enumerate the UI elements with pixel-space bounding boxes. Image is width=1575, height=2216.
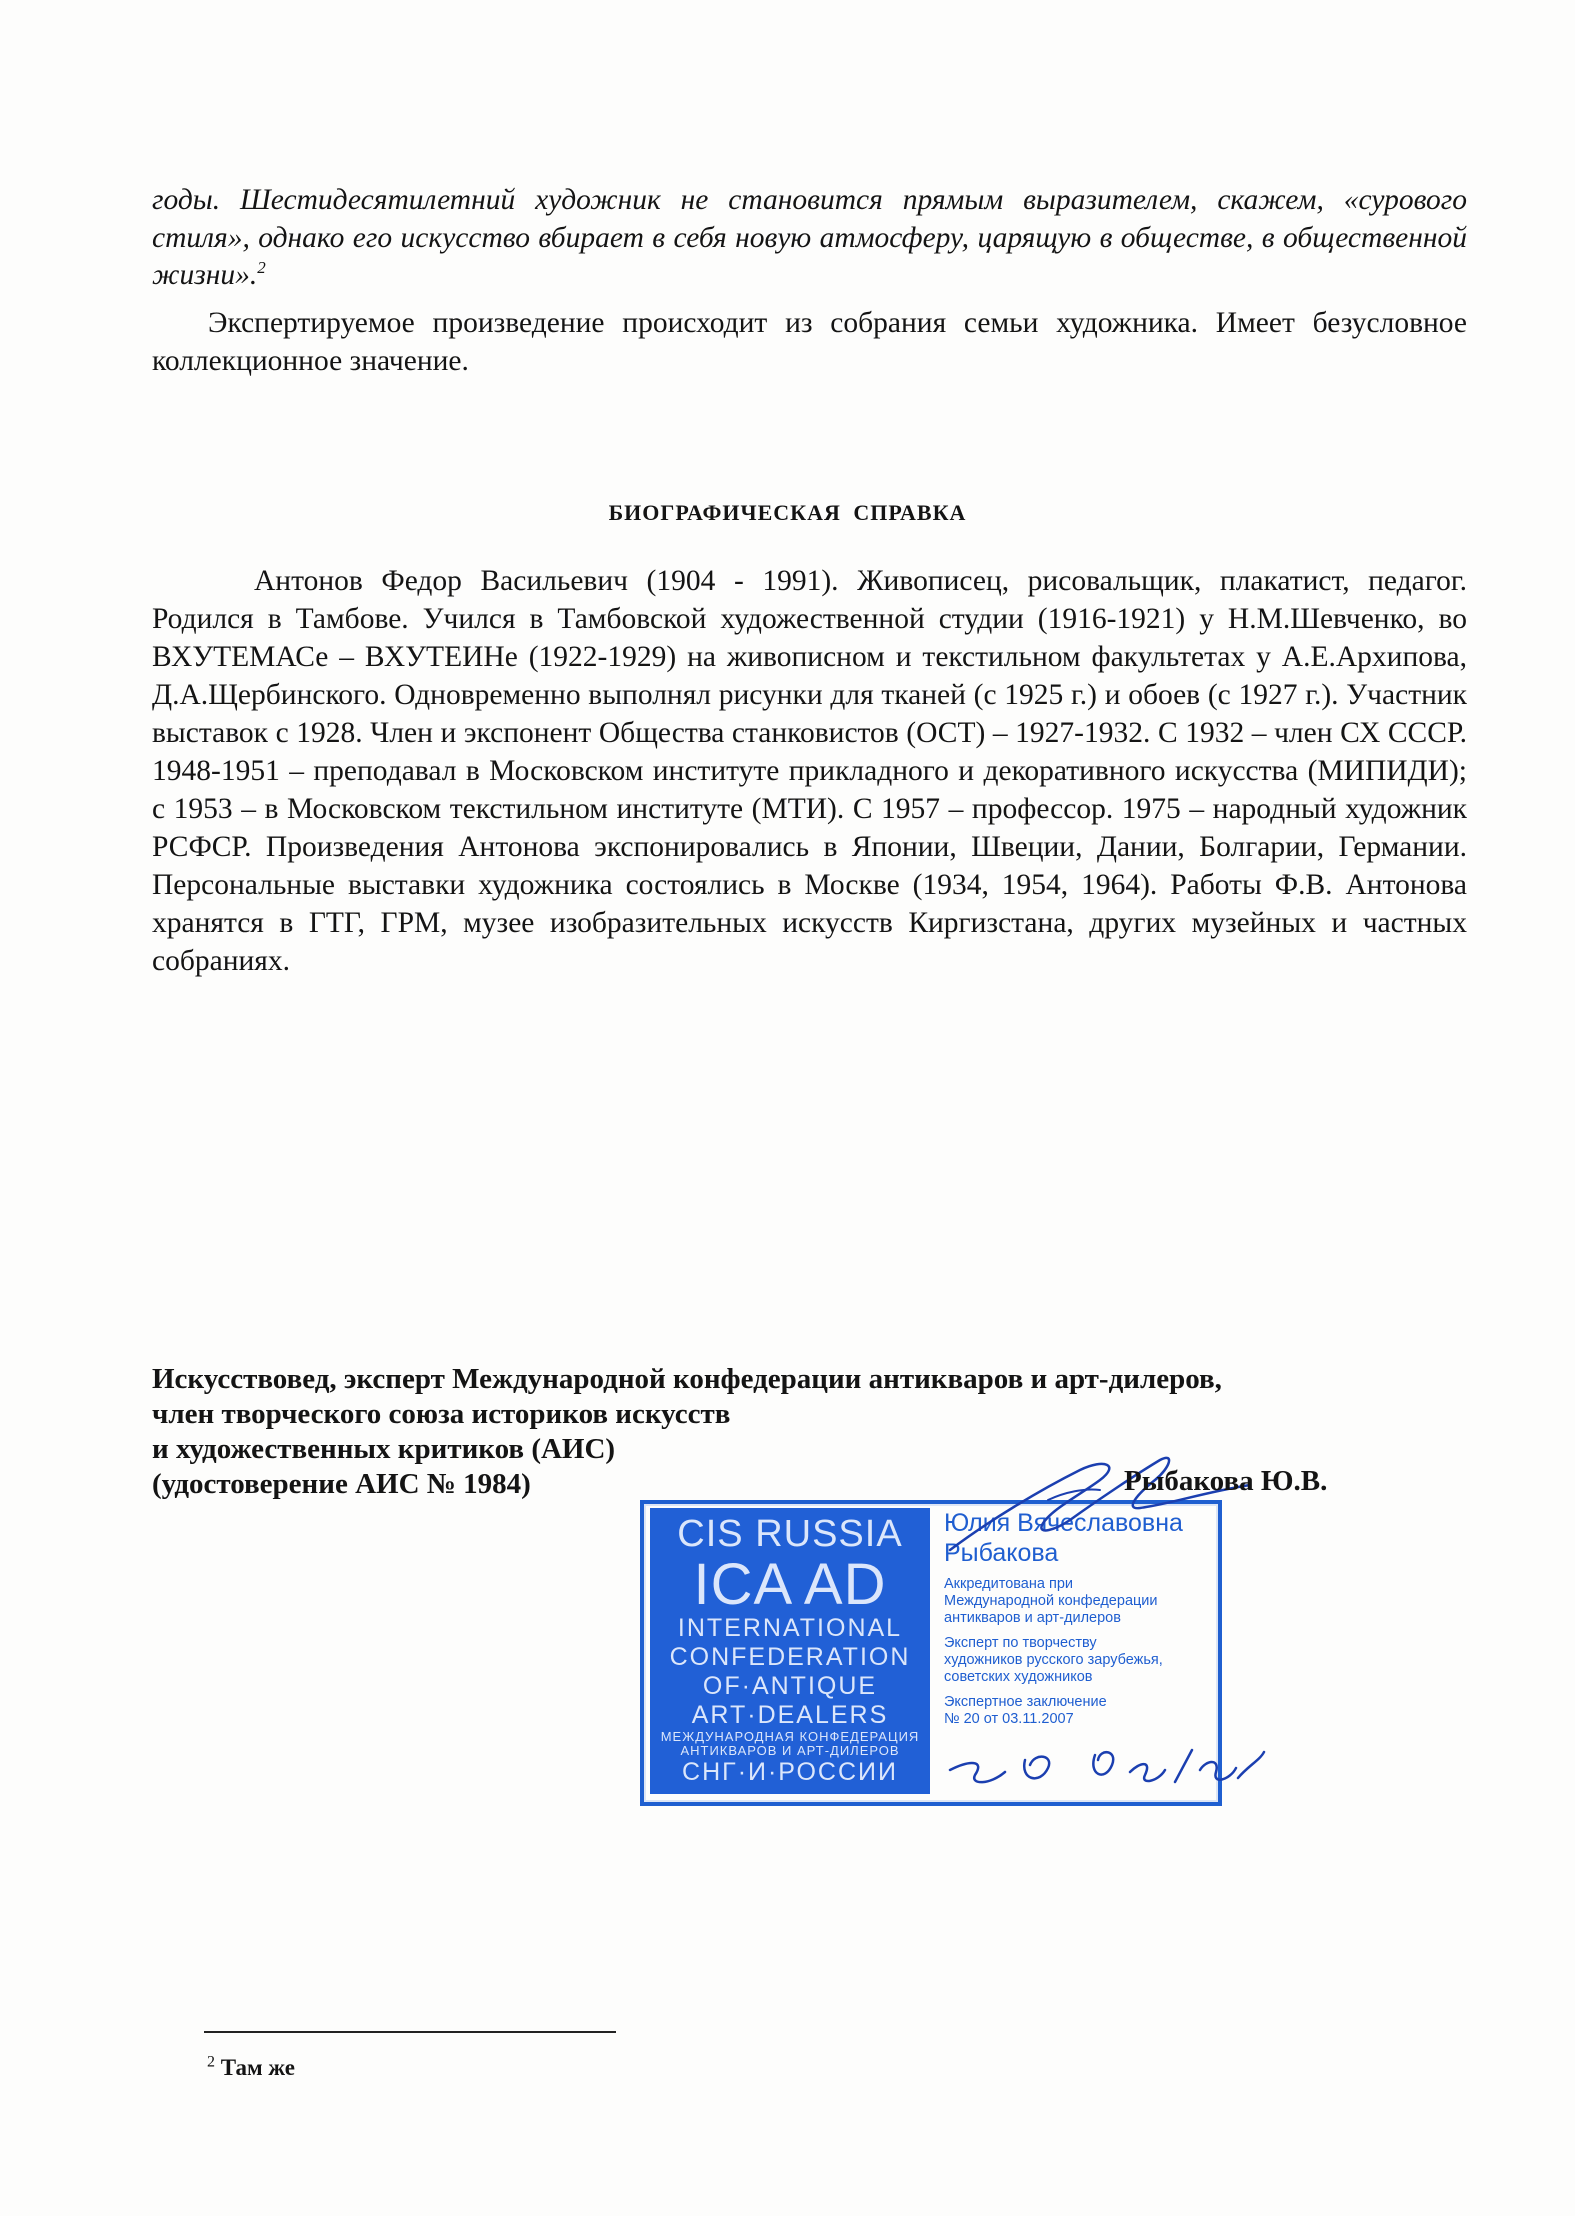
footnote-text: Там же (220, 2055, 296, 2080)
stamp-conclusion-number: № 20 от 03.11.2007 (944, 1711, 1074, 1727)
handwritten-signature (930, 1430, 1270, 1570)
quote-text: годы. Шестидесятилетний художник не становится прямым выразителем, скажем, «сурового стиля», однако его искусство вбирает в себя новую атмосферу, царящую в обществе, в общественной жизни». (152, 184, 1467, 291)
stamp-name-line-2: Рыбакова (944, 1539, 1059, 1567)
footnote (207, 2055, 295, 2081)
signature-line-3: и художественных критиков (АИС) (152, 1433, 616, 1465)
stamp-conclusion-label: Экспертное заключение (944, 1694, 1107, 1710)
expert-name: Рыбакова Ю.В. (1124, 1465, 1328, 1497)
stamp-accreditation-3: антикваров и арт-дилеров (944, 1610, 1121, 1626)
stamp-expertise-3: советских художников (944, 1669, 1093, 1685)
stamp-accreditation-1: Аккредитована при (944, 1576, 1073, 1592)
section-heading: БИОГРАФИЧЕСКАЯ СПРАВКА (608, 500, 967, 525)
signature-line-1: Искусствовед, эксперт Международной конфедерации антикваров и арт-дилеров, (152, 1363, 1222, 1395)
stamp-cis-russia: CIS RUSSIA (677, 1513, 903, 1555)
provenance-paragraph: Экспертируемое произведение происходит из собрания семьи художника. Имеет безусловное коллекционное значение. (152, 307, 1467, 377)
signature-line-4: (удостоверение АИС № 1984) (152, 1468, 531, 1500)
footnote-rule (204, 2031, 616, 2033)
stamp-international: INTERNATIONAL (677, 1614, 903, 1642)
stamp-expertise-2: художников русского зарубежья, (944, 1652, 1163, 1668)
stamp-logo-panel (650, 1508, 930, 1794)
stamp-accreditation-2: Международной конфедерации (944, 1593, 1158, 1609)
stamp-ru-line-2: АНТИКВАРОВ И АРТ-ДИЛЕРОВ (680, 1743, 900, 1758)
biography-paragraph: Антонов Федор Васильевич (1904 - 1991). Живописец, рисовальщик, плакатист, педагог. Родился в Тамбове. Учился в Тамбовской художественной студии (1916-1921) у Н.М.Шевченко, во ВХУТЕМАСе – ВХУТЕИНе (1922-1929) на живописном и текстильном факультетах у А.Е.Архипова, Д.А.Щербинского. Одновременно выполнял рисунки для тканей (с 1925 г.) и обоев (с 1927 г.). Участник выставок с 1928. Член и экспонент Общества станковистов (ОСТ) – 1927-1932. С 1932 – член СХ СССР. 1948-1951 – преподавал в Московском институте прикладного и декоративного искусства (МИПИДИ); с 1953 – в Московском текстильном институте (МТИ). С 1957 – профессор. 1975 – народный художник РСФСР. Произведения Антонова экспонировались в Японии, Швеции, Дании, Болгарии, Германии. Персональные выставки художника состоялись в Москве (1934, 1954, 1964). Работы Ф.В. Антонова хранятся в ГТГ, ГРМ, музее изобразительных искусств Киргизстана, других музейных и частных собраниях. (152, 565, 1467, 977)
stamp-icaad: ICA AD (693, 1552, 887, 1617)
quote-paragraph (152, 182, 1467, 295)
footnote-reference: 2 (257, 258, 266, 278)
signature-line-2: член творческого союза историков искусств (152, 1398, 731, 1430)
handwritten-date (930, 1730, 1270, 1800)
stamp-art-dealers: ART·DEALERS (691, 1701, 889, 1729)
stamp-cis-russia-ru: СНГ·И·РОССИИ (682, 1758, 898, 1786)
stamp-expertise-1: Эксперт по творчеству (944, 1635, 1097, 1651)
footnote-mark: 2 (207, 2053, 215, 2071)
stamp-confederation: CONFEDERATION (669, 1643, 911, 1671)
stamp-of-antique: OF·ANTIQUE (702, 1672, 878, 1700)
stamp-name-line-1: Юлия Вячеславовна (944, 1509, 1183, 1537)
stamp-ru-line-1: МЕЖДУНАРОДНАЯ КОНФЕДЕРАЦИЯ (660, 1729, 920, 1744)
